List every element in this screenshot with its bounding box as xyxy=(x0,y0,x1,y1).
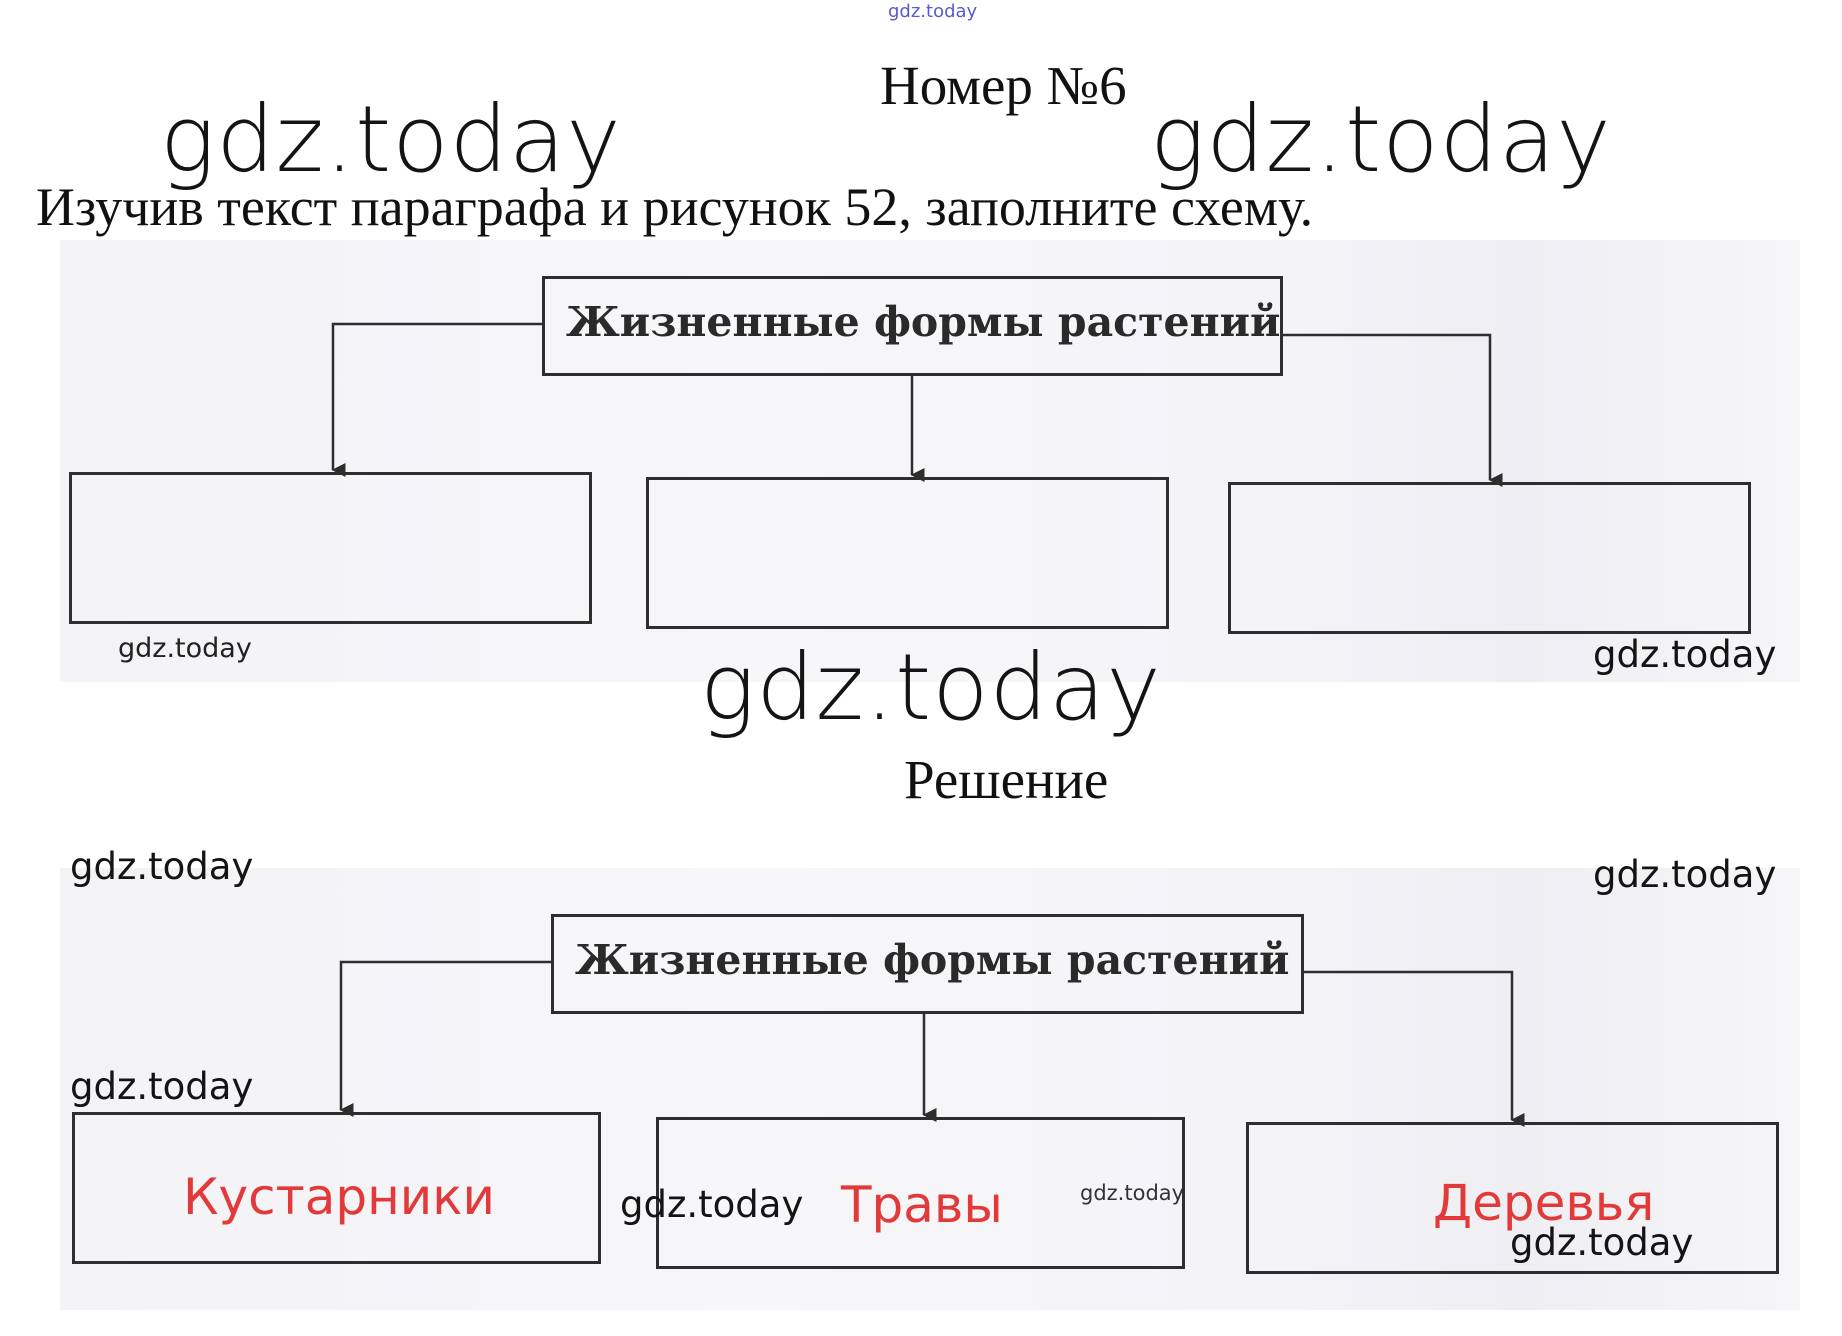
answer-text-shrubs: Кустарники xyxy=(183,1168,495,1226)
watermark-small-right-task: gdz.today xyxy=(1593,633,1777,676)
watermark-top-small: gdz.today xyxy=(888,1,978,22)
connector-solution-left xyxy=(341,962,551,1110)
watermark-solution-top-right: gdz.today xyxy=(1593,853,1777,896)
solution-heading: Решение xyxy=(904,749,1109,810)
empty-box-right[interactable] xyxy=(1228,482,1751,634)
watermark-solution-top-left: gdz.today xyxy=(70,845,254,888)
watermark-large-right: gdz.today xyxy=(1150,86,1612,193)
empty-box-left[interactable] xyxy=(69,472,592,624)
connector-task-left xyxy=(333,324,542,470)
empty-box-middle[interactable] xyxy=(646,477,1169,629)
watermark-solution-bottom-right: gdz.today xyxy=(1510,1221,1694,1264)
page-title: Номер №6 xyxy=(880,55,1127,116)
root-label-task: Жизненные формы растений xyxy=(566,298,1281,346)
watermark-tiny-herbs: gdz.today xyxy=(1080,1181,1185,1205)
answer-text-trees: Деревья xyxy=(1433,1174,1655,1232)
connector-solution-right xyxy=(1304,972,1512,1120)
watermark-inline-herbs: gdz.today xyxy=(620,1183,804,1226)
watermark-solution-mid-left: gdz.today xyxy=(70,1065,254,1108)
connector-task-right xyxy=(1283,335,1490,480)
watermark-large-left: gdz.today xyxy=(160,86,622,193)
answer-text-herbs: Травы xyxy=(841,1176,1003,1234)
watermark-large-center: gdz.today xyxy=(700,634,1162,741)
task-text: Изучив текст параграфа и рисунок 52, заполните схему. xyxy=(36,177,1314,237)
root-label-solution: Жизненные формы растений xyxy=(575,936,1290,984)
watermark-small-left-task: gdz.today xyxy=(118,633,252,664)
